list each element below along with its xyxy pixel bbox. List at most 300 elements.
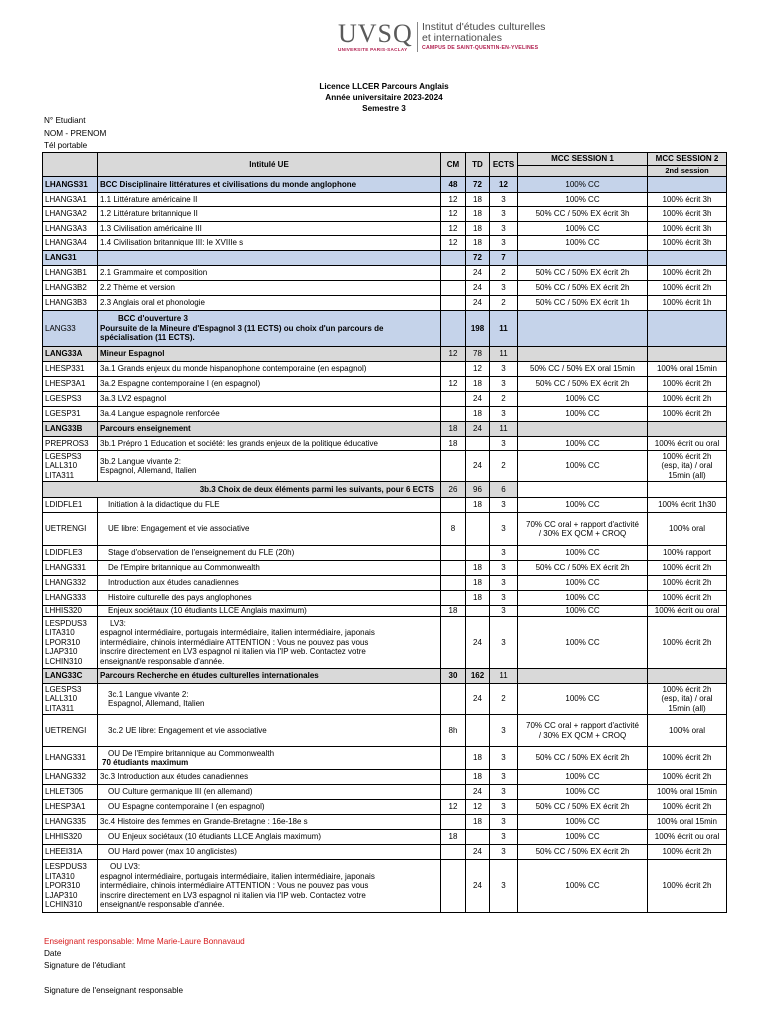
title-year: Année universitaire 2023-2024 [325,93,443,102]
ue-ects: 11 [490,311,518,347]
table-row [43,513,727,546]
ue-title: OU Enjeux sociétaux (10 étudiants LLCE Anglais maximum) [98,830,441,845]
ue-title: De l'Empire britannique au Commonwealth [98,561,441,576]
ue-title: 2.3 Anglais oral et phonologie [98,296,441,311]
ue-td: 24 [466,281,490,296]
ue-mcc1 [518,669,648,684]
ue-cm: 18 [441,830,466,845]
ue-cm [441,362,466,377]
ue-cm: 8h [441,715,466,747]
ue-title-line: OU LV3: [110,862,141,872]
ue-title-line: Espagnol, Allemand, Italien [108,699,205,708]
ue-td: 72 [466,177,490,193]
ue-title-line: 70 étudiants maximum [102,758,189,767]
ue-code-line: LPOR310 [45,881,81,891]
ue-code: LHANG3A2 [43,207,98,222]
ue-code-line: LPOR310 [45,637,81,647]
ue-mcc1 [518,251,648,266]
ue-ects: 3 [490,498,518,513]
table-row [43,207,727,222]
ue-cm: 8 [441,513,466,546]
ue-cm [441,311,466,347]
table-row [43,498,727,513]
ue-td: 96 [466,482,490,498]
ue-code: LHANG3B2 [43,281,98,296]
ue-code: UETRENGI [43,513,98,546]
ue-mcc2: 100% écrit ou oral [648,606,727,617]
ue-code-line: LITA310 [45,871,75,881]
ue-td: 18 [466,815,490,830]
ue-mcc2: 100% écrit 2h [648,617,727,669]
ue-title-line: LV3: [110,618,126,628]
uvsq-logo [336,20,560,54]
ue-mcc1: 100% CC [518,546,648,561]
ue-title: OU Espagne contemporaine I (en espagnol) [98,800,441,815]
header-td: TD [466,153,490,177]
ue-title: 1.1 Littérature américaine II [98,193,441,207]
table-row [43,684,727,715]
ue-cm [441,770,466,785]
ue-mcc1: 100% CC [518,437,648,451]
ue-title: OU Hard power (max 10 anglicistes) [98,845,441,860]
ue-code: LANG33C [43,669,98,684]
ue-cm: 12 [441,222,466,236]
ue-title: Histoire culturelle des pays anglophones [98,591,441,606]
ue-ects: 3 [490,377,518,392]
ue-code: LHHIS320 [43,606,98,617]
ue-ects: 2 [490,266,518,281]
ue-mcc2: 100% oral 15min [648,815,727,830]
ue-td [466,830,490,845]
ue-ects: 3 [490,407,518,422]
ue-ects: 6 [490,482,518,498]
ue-mcc2 [648,347,727,362]
ue-code-line: LALL310 [45,461,78,471]
ue-ects: 3 [490,815,518,830]
table-row [43,251,727,266]
ue-mcc2: 100% écrit 2h [648,800,727,815]
ue-title: OU Culture germanique III (en allemand) [98,785,441,800]
logo-institute-line2: et internationales [422,32,502,44]
ue-ects: 2 [490,451,518,482]
ue-cm [441,576,466,591]
footer [44,936,245,997]
ue-ects: 3 [490,845,518,860]
table-row [43,606,727,617]
ue-td: 18 [466,498,490,513]
ue-cm [441,498,466,513]
ue-mcc1 [518,347,648,362]
ue-mcc2: 100% écrit 2h [648,266,727,281]
ue-code-line: LITA311 [45,703,75,713]
ue-title [98,451,441,482]
ue-code-line: LITA310 [45,628,75,638]
ue-ects: 2 [490,684,518,715]
table-row [43,860,727,913]
ue-td: 24 [466,617,490,669]
ue-mcc1-line: 70% CC oral + rapport d'activité [526,519,639,529]
ue-choice-title: 3b.3 Choix de deux éléments parmi les suivants, pour 6 ECTS [43,482,441,498]
ue-td: 24 [466,422,490,437]
ue-td: 18 [466,591,490,606]
ue-mcc1 [518,311,648,347]
ue-mcc1: 100% CC [518,785,648,800]
ue-mcc1: 100% CC [518,770,648,785]
ue-ects: 3 [490,362,518,377]
ue-cm [441,747,466,770]
ue-td [466,437,490,451]
ue-cm [441,617,466,669]
table-header-row [43,153,727,166]
ue-code-line: LALL310 [45,694,78,704]
ue-mcc2: 100% écrit 2h [648,770,727,785]
ue-ects: 2 [490,296,518,311]
ue-code-line: LESPDUS3 [45,618,87,628]
ue-mcc1 [518,482,648,498]
ue-td: 18 [466,236,490,251]
ue-ects: 3 [490,715,518,747]
logo-institute-line1: Institut d'études culturelles [422,21,546,33]
table-row [43,830,727,845]
ue-mcc2: 100% écrit 3h [648,193,727,207]
ue-code: LHANG332 [43,770,98,785]
ue-mcc2: 100% écrit 2h [648,561,727,576]
ue-cm: 30 [441,669,466,684]
header-empty [43,153,98,177]
logo-campus: CAMPUS DE SAINT-QUENTIN-EN-YVELINES [422,45,539,51]
ue-title: UE libre: Engagement et vie associative [98,513,441,546]
date-label: Date [44,949,62,959]
ue-mcc1-line: / 30% EX QCM + CROQ [538,529,627,538]
ue-title: 3a.4 Langue espagnole renforcée [98,407,441,422]
ue-title: Stage d'observation de l'enseignement du FLE (20h) [98,546,441,561]
ue-ects: 7 [490,251,518,266]
ue-mcc1: 50% CC / 50% EX écrit 1h [518,296,648,311]
ue-cm [441,785,466,800]
ue-ects: 11 [490,669,518,684]
ue-td: 24 [466,392,490,407]
ue-td: 18 [466,407,490,422]
ue-code-line: LGESPS3 [45,451,82,461]
ue-title-line: enseignant/e responsable d'année. [100,656,225,666]
ue-title-line: inscrire directement en LV3 espagnol ni italien via l'IP web. Contactez votre [100,647,366,657]
ue-code: LANG33B [43,422,98,437]
ue-mcc1: 50% CC / 50% EX écrit 2h [518,747,648,770]
table-row [43,576,727,591]
ue-cm: 12 [441,236,466,251]
table-row [43,546,727,561]
table-row [43,311,727,347]
ue-mcc2 [648,311,727,347]
header-mcc2: MCC SESSION 2 [648,153,727,166]
ue-mcc1: 50% CC / 50% EX écrit 2h [518,377,648,392]
table-row [43,437,727,451]
ue-ects: 3 [490,830,518,845]
ue-cm: 12 [441,377,466,392]
ue-code: LDIDFLE1 [43,498,98,513]
ue-mcc1-line: / 30% EX QCM + CROQ [538,730,627,740]
ue-td [466,606,490,617]
table-row [43,845,727,860]
ue-td: 18 [466,576,490,591]
student-phone-label: Tél portable [44,141,88,151]
ue-ects: 3 [490,606,518,617]
ue-ects: 3 [490,747,518,770]
ue-mcc1-line: 70% CC oral + rapport d'activité [526,721,639,731]
teacher-signature-label: Signature de l'enseignant responsable [44,985,184,995]
ue-mcc2: 100% oral 15min [648,362,727,377]
footer-spacer [44,973,245,985]
ue-title [98,617,441,669]
title-licence: Licence LLCER Parcours Anglais [319,82,449,91]
ue-code [43,684,98,715]
table-row [43,591,727,606]
ue-ects: 3 [490,785,518,800]
ue-cm: 12 [441,800,466,815]
ue-mcc1 [518,715,648,747]
ue-td: 78 [466,347,490,362]
ue-cm [441,266,466,281]
ue-cm: 18 [441,606,466,617]
ue-cm [441,591,466,606]
table-row [43,617,727,669]
ue-ects: 3 [490,236,518,251]
ue-mcc2: 100% écrit ou oral [648,830,727,845]
ue-mcc1: 100% CC [518,815,648,830]
ue-mcc2 [648,422,727,437]
table-row [43,669,727,684]
ue-code [43,617,98,669]
table-row [43,815,727,830]
ue-cm [441,561,466,576]
table-row [43,800,727,815]
ue-title-line: OU De l'Empire britannique au Commonwealth [108,748,275,758]
ue-mcc2: 100% écrit 2h [648,281,727,296]
ue-mcc2: 100% écrit 2h [648,591,727,606]
ue-td [466,513,490,546]
logo-divider [417,22,418,52]
ue-td: 18 [466,561,490,576]
ue-mcc1: 100% CC [518,830,648,845]
table-row [43,770,727,785]
ue-td: 162 [466,669,490,684]
header-title: Intitulé UE [98,153,441,177]
ue-cm: 12 [441,207,466,222]
ue-code: LHANG3A1 [43,193,98,207]
ue-title: Enjeux sociétaux (10 étudiants LLCE Anglais maximum) [98,606,441,617]
ue-code: UETRENGI [43,715,98,747]
ue-mcc2 [648,251,727,266]
ue-mcc1: 100% CC [518,498,648,513]
ue-mcc1: 100% CC [518,193,648,207]
table-row [43,193,727,207]
ue-td: 18 [466,770,490,785]
logo-brand: UVSQ [338,19,413,48]
ue-mcc1: 100% CC [518,407,648,422]
table-row [43,222,727,236]
ue-ects: 3 [490,770,518,785]
header-mcc2-sub: 2nd session [648,166,727,177]
document-titles [0,81,768,114]
ue-mcc2: 100% écrit 3h [648,207,727,222]
ue-cm [441,392,466,407]
ue-ects: 3 [490,222,518,236]
ue-table [42,152,727,913]
ue-mcc1: 50% CC / 50% EX écrit 2h [518,281,648,296]
ue-td: 18 [466,747,490,770]
table-row [43,377,727,392]
ue-code: LHANG331 [43,747,98,770]
ue-title: Introduction aux études canadiennes [98,576,441,591]
ue-code: LHANG332 [43,576,98,591]
ue-cm [441,407,466,422]
student-info [44,115,106,153]
ue-title: 1.4 Civilisation britannique III: le XVIIIe s [98,236,441,251]
ue-ects: 3 [490,437,518,451]
ue-mcc2: 100% écrit 2h [648,747,727,770]
ue-td: 72 [466,251,490,266]
ue-title-line: espagnol intermédiaire, portugais intermédiaire, italien intermédiaire, japonais [100,871,375,881]
ue-code: LHANG335 [43,815,98,830]
ue-cm [441,845,466,860]
ue-title-line: Espagnol, Allemand, Italien [100,466,197,475]
ue-mcc2: 100% écrit 1h [648,296,727,311]
ue-ects: 3 [490,617,518,669]
ue-ects: 11 [490,347,518,362]
ue-title: 3c.2 UE libre: Engagement et vie associative [98,715,441,747]
ue-title [98,684,441,715]
ue-mcc2 [648,482,727,498]
ue-ects: 3 [490,591,518,606]
ue-cm [441,815,466,830]
ue-mcc2: 100% rapport [648,546,727,561]
ue-code: LHESP3A1 [43,800,98,815]
table-row [43,177,727,193]
ue-mcc2: 100% oral [648,715,727,747]
ue-title: 1.2 Littérature britannique II [98,207,441,222]
ue-td: 24 [466,785,490,800]
table-row [43,785,727,800]
ue-mcc2: 100% écrit 3h [648,222,727,236]
ue-code-line: LCHIN310 [45,900,83,910]
ue-mcc2-line: 100% écrit 2h [662,451,712,461]
ue-ects: 11 [490,422,518,437]
ue-td [466,715,490,747]
ue-ects: 2 [490,392,518,407]
ue-title [98,860,441,913]
header-cm: CM [441,153,466,177]
ue-code: LHANG3A4 [43,236,98,251]
ue-ects: 3 [490,281,518,296]
ue-mcc2-line: 100% écrit 2h [662,684,712,694]
ue-code: LHANG3B3 [43,296,98,311]
ue-title: Initiation à la didactique du FLE [98,498,441,513]
ue-code-line: LJAP310 [45,890,78,900]
ue-code: LANG33A [43,347,98,362]
ue-ects: 3 [490,207,518,222]
ue-td: 18 [466,222,490,236]
ue-mcc2: 100% écrit 2h [648,377,727,392]
ue-title [98,747,441,770]
ue-title: 3a.2 Espagne contemporaine I (en espagnol) [98,377,441,392]
ue-cm [441,281,466,296]
table-row [43,407,727,422]
ue-mcc1: 100% CC [518,591,648,606]
ue-cm: 18 [441,422,466,437]
table-row [43,561,727,576]
ue-ects: 12 [490,177,518,193]
ue-td: 24 [466,451,490,482]
ue-mcc2: 100% oral 15min [648,785,727,800]
ue-code: LHESP3A1 [43,377,98,392]
ue-mcc1: 100% CC [518,177,648,193]
ue-mcc1 [518,422,648,437]
table-row [43,281,727,296]
ue-code [43,860,98,913]
ue-cm: 26 [441,482,466,498]
ue-code: LHLET305 [43,785,98,800]
ue-title-line: 3c.1 Langue vivante 2: [108,689,189,699]
ue-code-line: LJAP310 [45,647,78,657]
ue-code: PREPROS3 [43,437,98,451]
ue-td: 198 [466,311,490,347]
ue-td: 24 [466,684,490,715]
ue-mcc2: 100% écrit 2h [648,845,727,860]
table-row [43,392,727,407]
student-name-label: NOM - PRENOM [44,128,107,138]
student-signature-label: Signature de l'étudiant [44,961,126,971]
ue-title-line: intermédiaire, chinois intermédiaire ATTENTION : Vous ne pouvez pas vous [100,881,369,891]
ue-mcc2: 100% oral [648,513,727,546]
ue-mcc2: 100% écrit 2h [648,392,727,407]
ue-code: LHANG3A3 [43,222,98,236]
ue-cm: 12 [441,347,466,362]
ue-code: LHANG331 [43,561,98,576]
ue-cm [441,860,466,913]
ue-mcc2 [648,177,727,193]
ue-title: Mineur Espagnol [98,347,441,362]
ue-mcc2 [648,669,727,684]
ue-title: 3c.3 Introduction aux études canadiennes [98,770,441,785]
ue-mcc2: 100% écrit 1h30 [648,498,727,513]
ue-mcc1: 100% CC [518,451,648,482]
ue-title: 1.3 Civilisation américaine III [98,222,441,236]
header-mcc1: MCC SESSION 1 [518,153,648,166]
ue-ects: 3 [490,513,518,546]
ue-title: 2.1 Grammaire et composition [98,266,441,281]
ue-td: 24 [466,266,490,281]
table-row [43,236,727,251]
ue-code: LGESPS3 [43,392,98,407]
logo-subtitle: UNIVERSITE PARIS-SACLAY [338,47,408,52]
ue-mcc2: 100% écrit 3h [648,236,727,251]
ue-mcc1: 100% CC [518,236,648,251]
ue-title: Parcours enseignement [98,422,441,437]
ue-title: Parcours Recherche en études culturelles internationales [98,669,441,684]
ue-td: 18 [466,377,490,392]
ue-title: 3a.3 LV2 espagnol [98,392,441,407]
ue-title-line: espagnol intermédiaire, portugais intermédiaire, italien intermédiaire, japonais [100,628,375,638]
ue-mcc1: 100% CC [518,576,648,591]
ue-cm: 48 [441,177,466,193]
ue-ects: 3 [490,860,518,913]
table-row [43,451,727,482]
ue-td: 12 [466,800,490,815]
table-row [43,362,727,377]
table-row [43,296,727,311]
table-row [43,715,727,747]
ue-td: 24 [466,296,490,311]
